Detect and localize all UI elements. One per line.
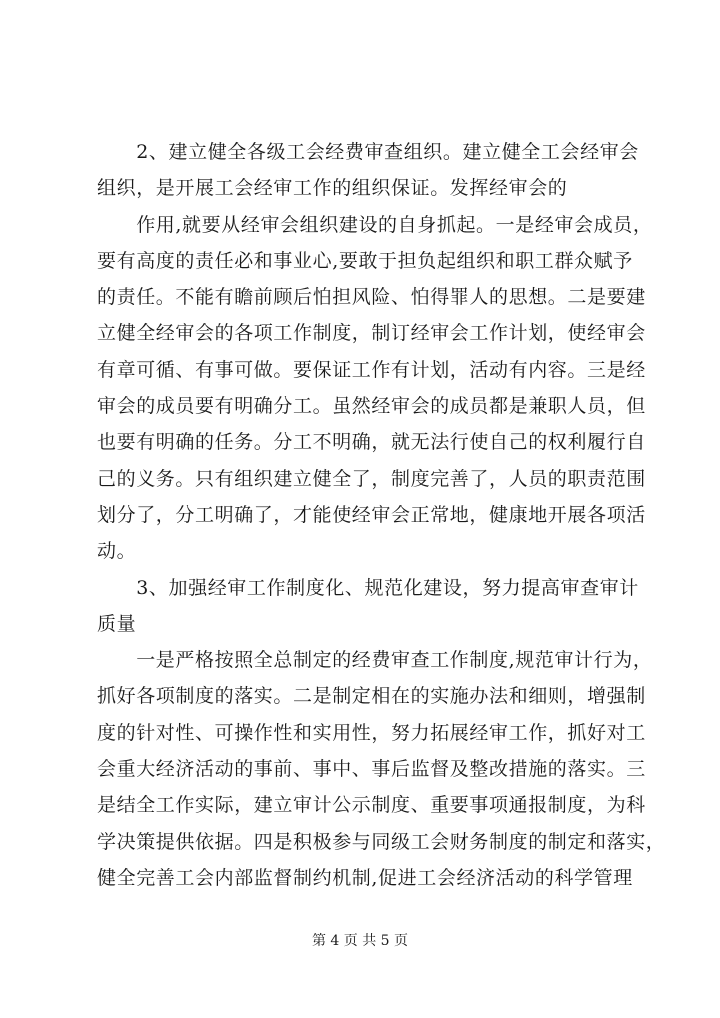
- page-footer: 第 4 页 共 5 页: [311, 933, 409, 949]
- text-line: 3、加强经审工作制度化、规范化建设，努力提高审查审计: [97, 576, 639, 599]
- text-line: 会重大经济活动的事前、事中、事后监督及整改措施的落实。三: [97, 758, 646, 781]
- text-line: 也要有明确的任务。分工不明确，就无法行使自己的权利履行自: [97, 431, 646, 454]
- text-line: 审会的成员要有明确分工。虽然经审会的成员都是兼职人员，但: [97, 395, 646, 418]
- text-line: 的责任。不能有瞻前顾后怕担风险、怕得罪人的思想。二是要建: [97, 286, 646, 309]
- text-line: 作用,就要从经审会组织建设的自身抓起。一是经审会成员，: [97, 213, 653, 236]
- paragraph-standardization: [97, 642, 666, 896]
- text-line: 划分了，分工明确了，才能使经审会正常地，健康地开展各项活: [97, 503, 646, 526]
- text-line: 质量: [97, 612, 137, 635]
- paragraph-organization: [97, 207, 653, 570]
- text-line: 己的义务。只有组织建立健全了，制度完善了，人员的职责范围: [97, 467, 646, 490]
- text-line: 动。: [97, 540, 137, 563]
- text-line: 要有高度的责任必和事业心,要敢于担负起组织和职工群众赋予: [97, 249, 633, 272]
- text-line: 抓好各项制度的落实。二是制定相在的实施办法和细则，增强制: [97, 685, 646, 708]
- text-line: 一是严格按照全总制定的经费审查工作制度,规范审计行为，: [97, 649, 653, 672]
- text-line: 立健全经审会的各项工作制度，制订经审会工作计划，使经审会: [97, 322, 646, 345]
- text-line: 是结全工作实际，建立审计公示制度、重要事项通报制度，为科: [97, 794, 646, 817]
- text-line: 2、建立健全各级工会经费审查组织。建立健全工会经审会: [97, 141, 639, 163]
- paragraph-section-2-heading: [97, 134, 642, 207]
- text-line: 度的针对性、可操作性和实用性，努力拓展经审工作，抓好对工: [97, 721, 646, 744]
- text-line: 学决策提供依据。四是积极参与同级工会财务制度的制定和落实，: [97, 830, 666, 853]
- document-body: [97, 134, 666, 896]
- text-line: 组织，是开展工会经审工作的组织保证。发挥经审会的: [97, 177, 568, 200]
- paragraph-section-3-heading: [97, 570, 642, 643]
- text-line: 有章可循、有事可做。要保证工作有计划，活动有内容。三是经: [97, 358, 646, 381]
- text-line: 健全完善工会内部监督制约机制,促进工会经济活动的科学管理: [97, 866, 633, 889]
